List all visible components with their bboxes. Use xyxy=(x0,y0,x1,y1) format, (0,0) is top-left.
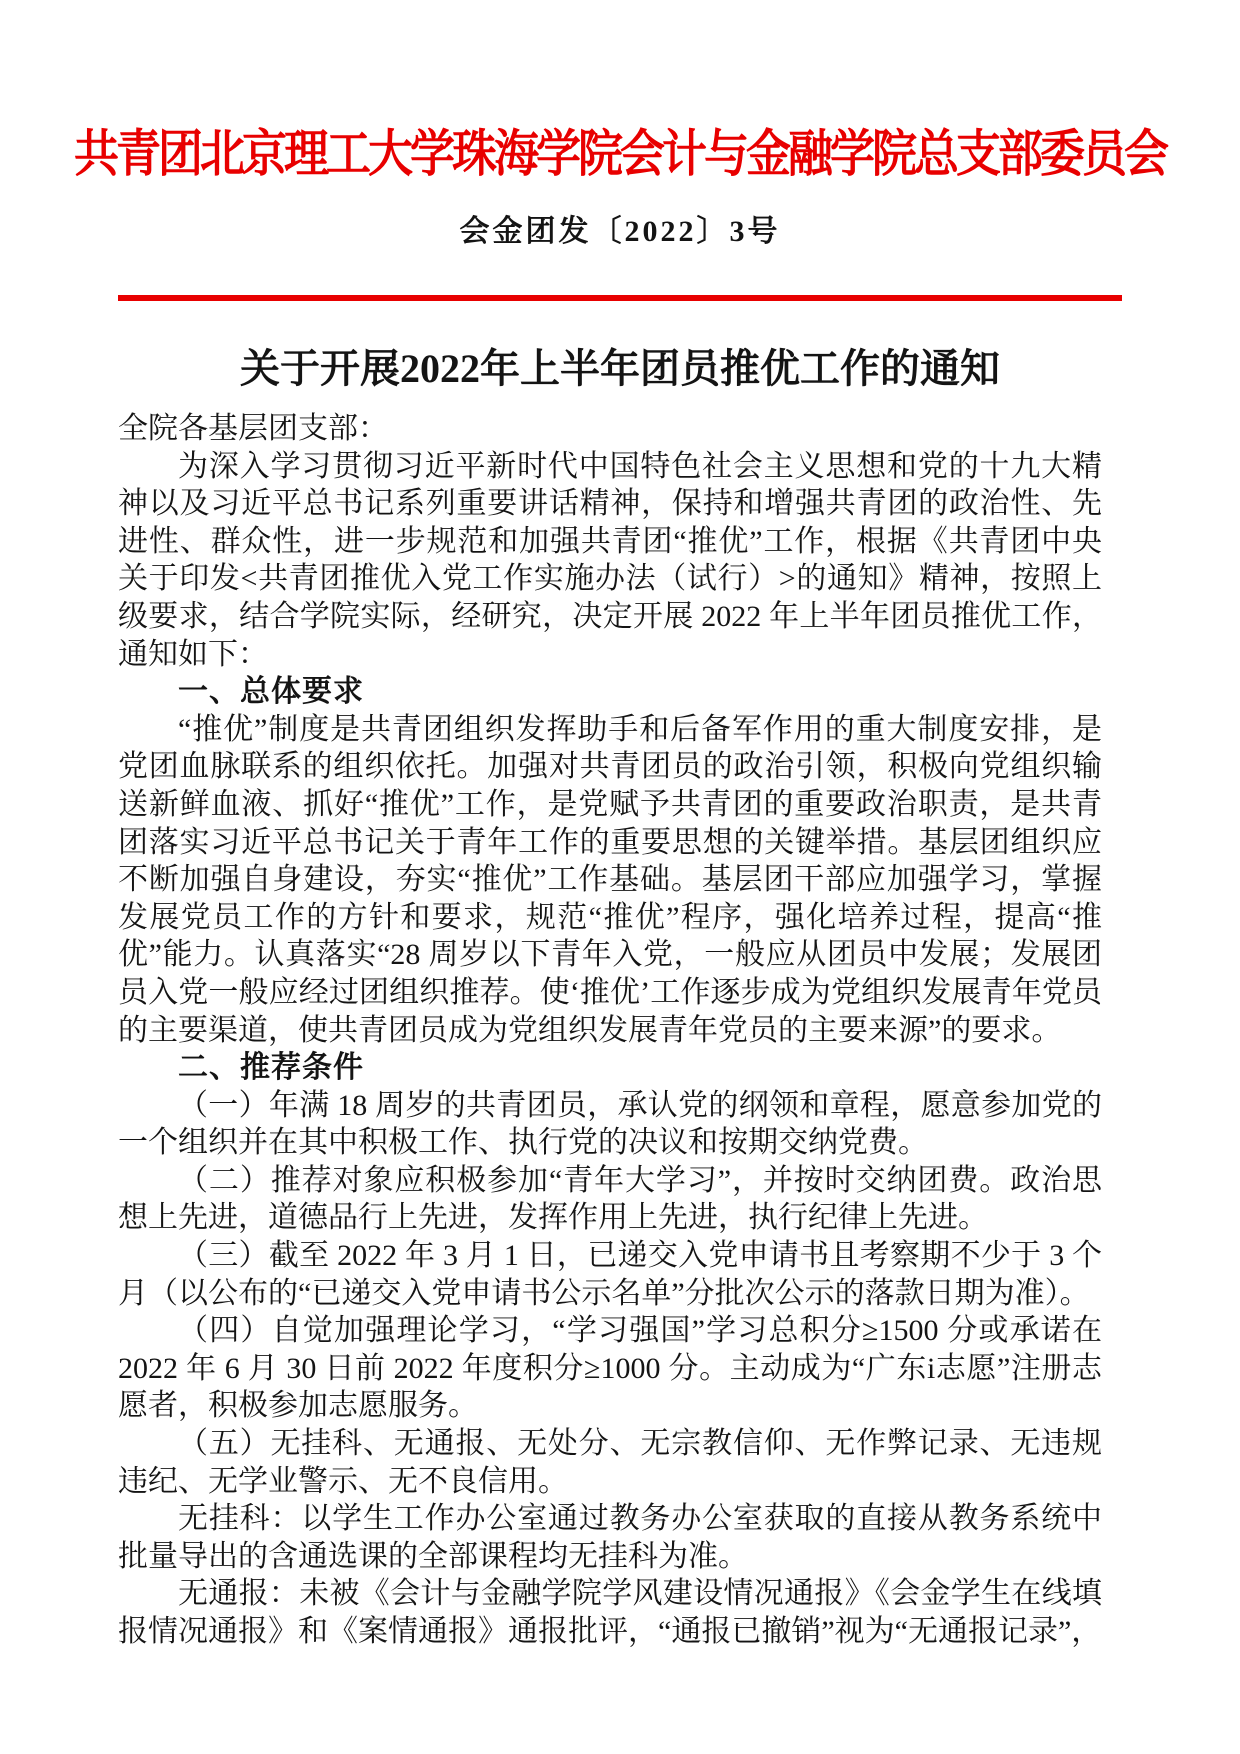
section-heading: 二、推荐条件 xyxy=(178,1051,364,1085)
paragraph: （一）年满 18 周岁的共青团员，承认党的纲领和章程，愿意参加党的一个组织并在其中积极工作、执行党的决议和按期交纳党费。 xyxy=(118,1088,1102,1160)
paragraph: （三）截至 2022 年 3 月 1 日，已递交入党申请书且考察期不少于 3 个月（以公布的“已递交入党申请书公示名单”分批次公示的落款日期为准）。 xyxy=(118,1239,1102,1310)
letterhead-divider-rule xyxy=(118,295,1122,301)
letterhead-doc-number: 会金团发〔2022〕3号 xyxy=(459,215,781,248)
paragraph: （四）自觉加强理论学习，“学习强国”学习总积分≥1500 分或承诺在 2022 年 6 月 30 日前 2022 年度积分≥1000 分。主动成为“广东i志愿”注册志愿者，积极参加志愿服务。 xyxy=(118,1314,1102,1423)
paragraph: 无挂科：以学生工作办公室通过教务办公室获取的直接从教务系统中批量导出的含通选课的全部课程均无挂科为准。 xyxy=(118,1502,1102,1573)
paragraph: （二）推荐对象应积极参加“青年大学习”，并按时交纳团费。政治思想上先进，道德品行上先进，发挥作用上先进，执行纪律上先进。 xyxy=(118,1163,1102,1235)
section-heading: 一、总体要求 xyxy=(178,675,364,709)
paragraph: “推优”制度是共青团组织发挥助手和后备军作用的重大制度安排，是党团血脉联系的组织依托。加强对共青团员的政治引领，积极向党组织输送新鲜血液、抓好“推优”工作，是党赋予共青团的重要政治职责，是共青团落实习近平总书记关于青年工作的重要思想的关键举措。基层团组织应不断加强自身建设，夯实“推优”工作基础。基层团干部应加强学习，掌握发展党员工作的方针和要求，规范“推优”程序，强化培养过程，提高“推优”能力。认真落实“28 周岁以下青年入党，一般应从团员中发展；发展团员入党一般应经过团组织推荐。使‘推优’工作逐步成为党组织发展青年党员的主要渠道，使共青团员成为党组织发展青年党员的主要来源”的要求。 xyxy=(118,712,1102,1047)
notice-title: 关于开展2022年上半年团员推优工作的通知 xyxy=(240,346,1000,391)
paragraph: （五）无挂科、无通报、无处分、无宗教信仰、无作弊记录、无违规违纪、无学业警示、无不良信用。 xyxy=(118,1427,1102,1498)
salutation: 全院各基层团支部： xyxy=(118,412,388,445)
paragraph: 无通报：未被《会计与金融学院学风建设情况通报》《会金学生在线填报情况通报》和《案情通报》通报批评，“通报已撤销”视为“无通报记录”， xyxy=(118,1577,1102,1648)
paragraph: 为深入学习贯彻习近平新时代中国特色社会主义思想和党的十九大精神以及习近平总书记系列重要讲话精神，保持和增强共青团的政治性、先进性、群众性，进一步规范和加强共青团“推优”工作，根据《共青团中央关于印发<共青团推优入党工作实施办法（试行）>的通知》精神，按照上级要求，结合学院实际，经研究，决定开展 2022 年上半年团员推优工作，通知如下： xyxy=(118,449,1102,671)
document-body xyxy=(118,410,1102,1651)
letterhead-org-title: 共青团北京理工大学珠海学院会计与金融学院总支部委员会 xyxy=(73,126,1166,183)
